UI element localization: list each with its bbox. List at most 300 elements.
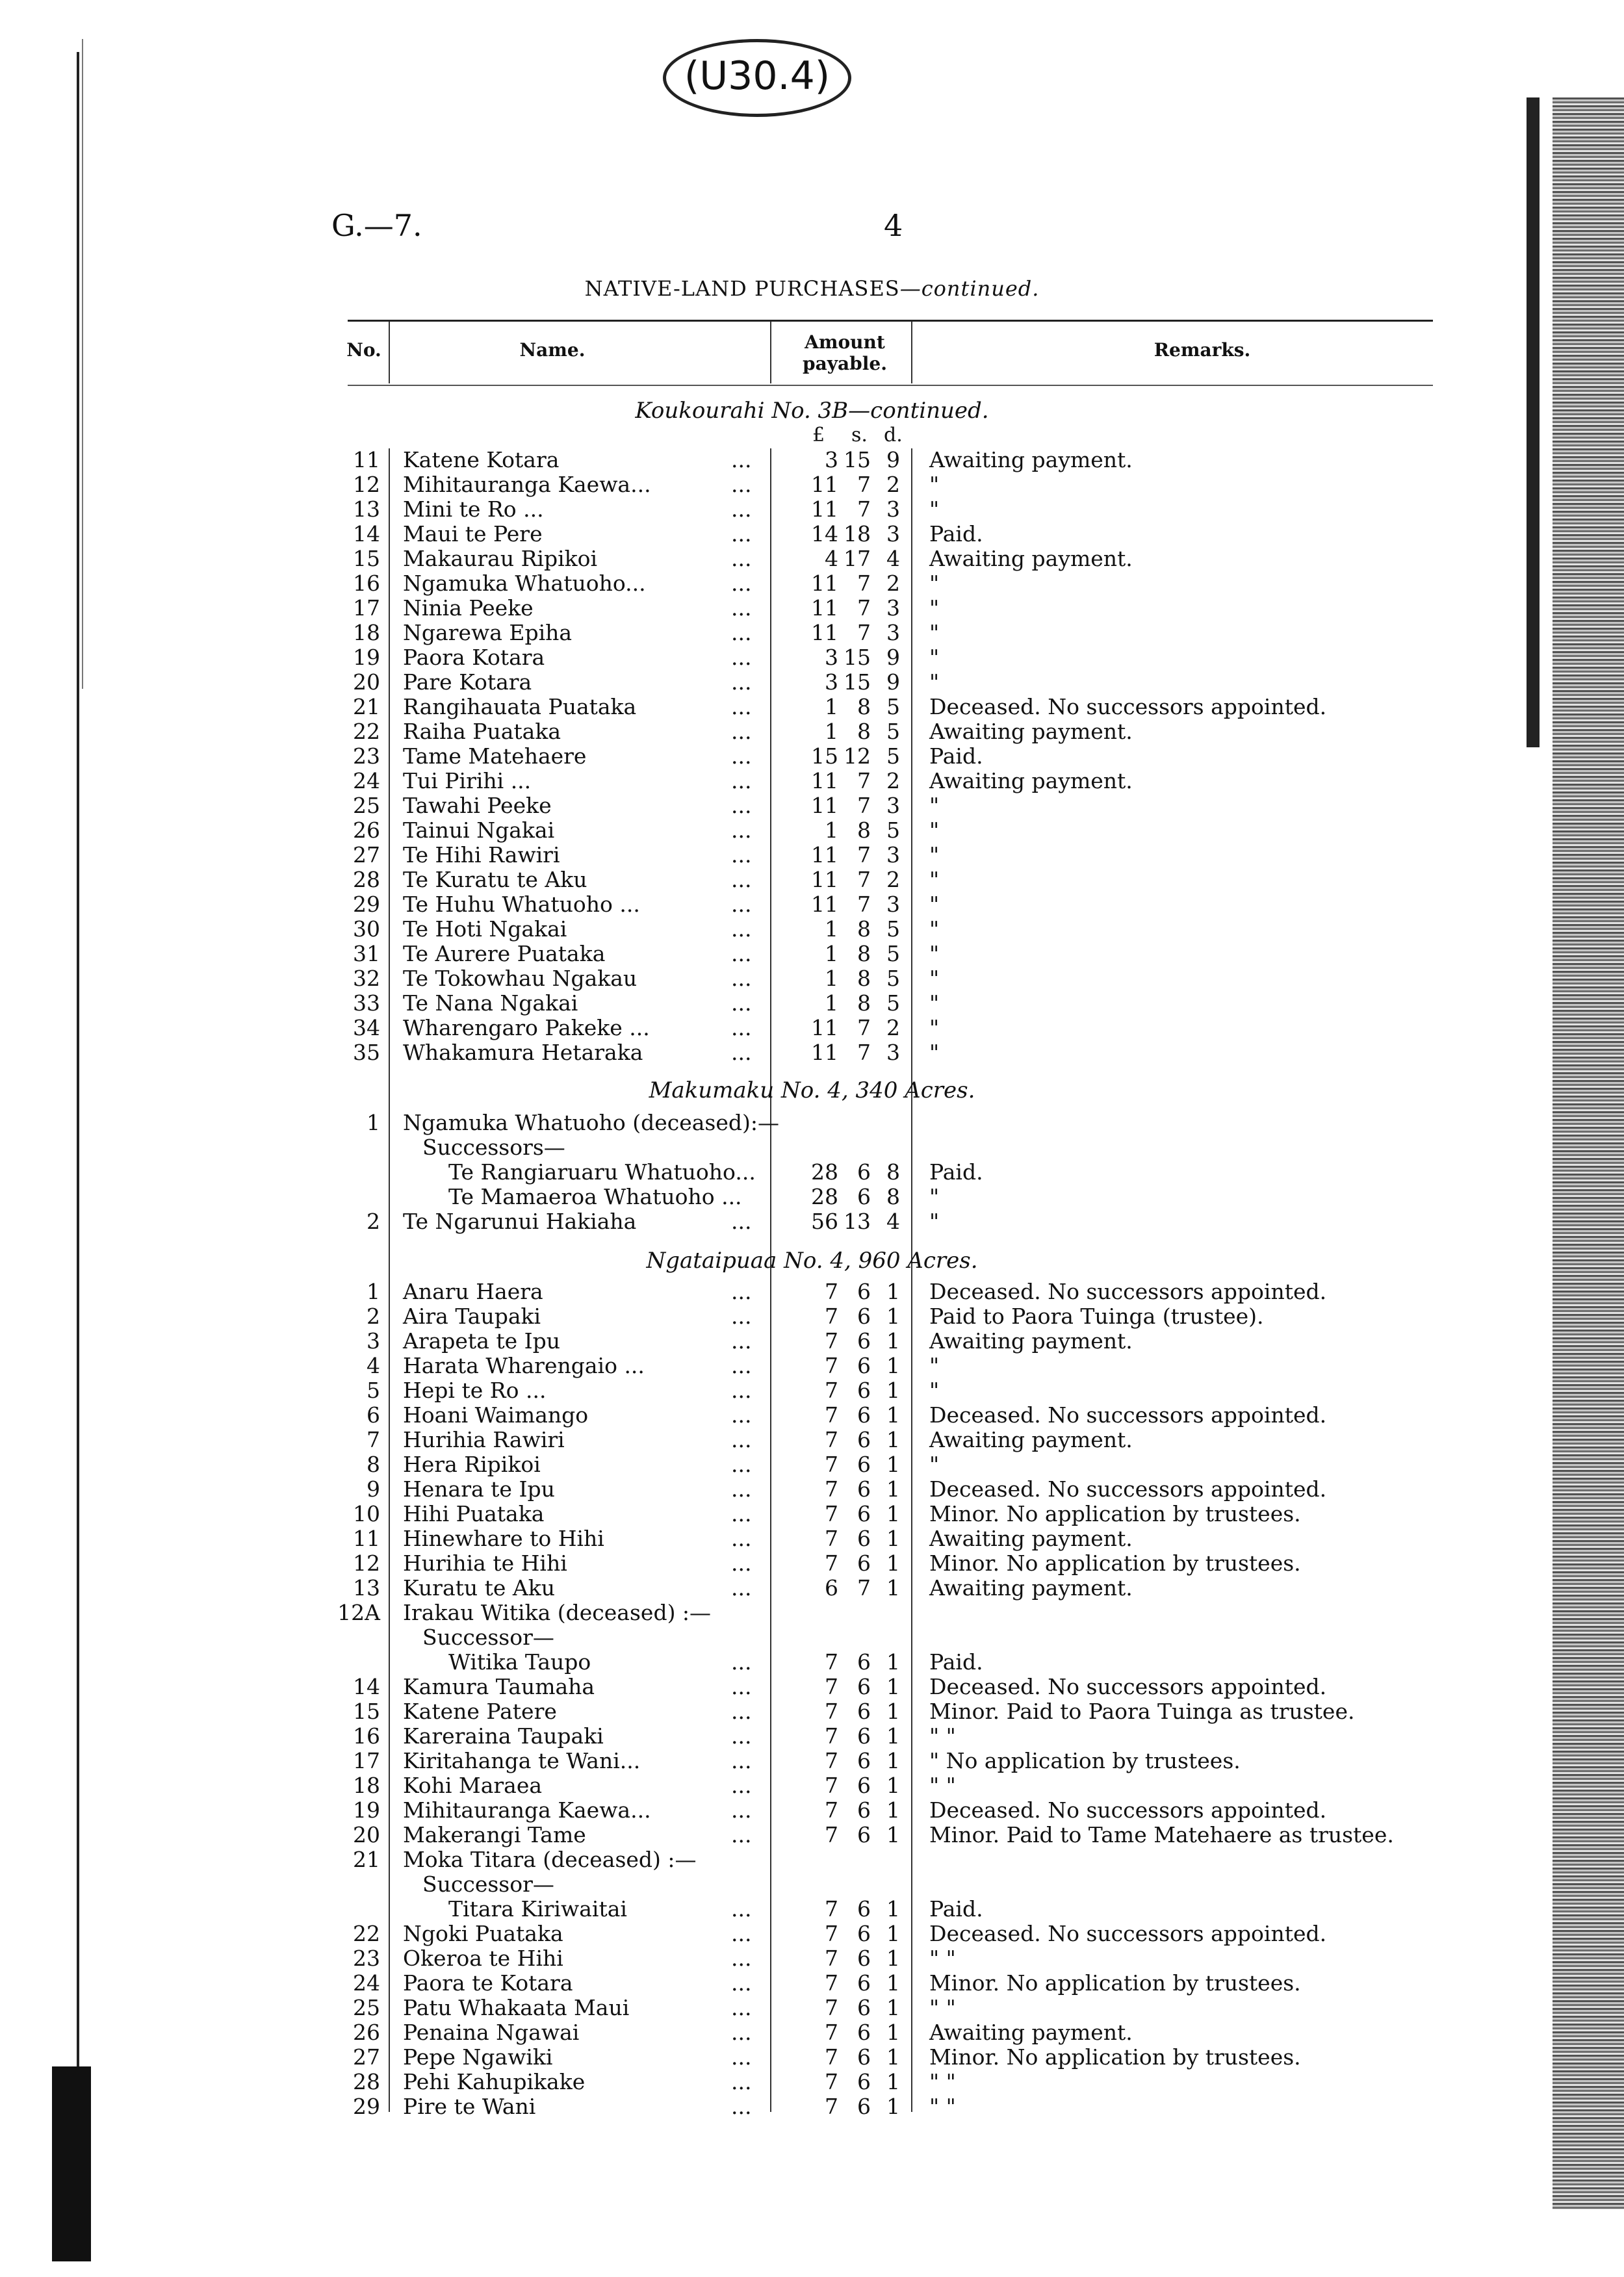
row-shillings: 7 [857,571,871,596]
row-shillings: 6 [857,1896,871,1922]
row-pence: 1 [886,2044,900,2070]
row-shillings: 6 [857,1550,871,1576]
row-pence: 2 [886,472,900,497]
row-shillings: 15 [844,669,871,695]
row-leader-dots: ... [731,966,752,991]
row-name: Hera Ripikoi [403,1452,541,1477]
row-remarks: Minor. No application by trustees. [929,1501,1301,1526]
row-remarks: " [929,867,940,892]
row-shillings: 7 [857,842,871,868]
row-name: Kiritahanga te Wani... [403,1748,641,1773]
row-pence: 9 [886,645,900,670]
row-number: 12A [337,1600,380,1625]
row-shillings: 6 [857,1159,871,1185]
row-pounds: 7 [825,2044,838,2070]
row-name: Harata Wharengaio ... [403,1353,645,1378]
row-number: 30 [353,916,380,942]
row-name: Okeroa te Hihi [403,1946,563,1971]
row-number: 24 [353,768,380,793]
row-number: 14 [353,521,380,547]
row-name: Katene Patere [403,1699,557,1724]
row-pence: 1 [886,1279,900,1304]
row-remarks: Paid. [929,1159,983,1185]
row-leader-dots: ... [731,694,752,719]
row-name: Hurihia Rawiri [403,1427,565,1452]
row-pounds: 7 [825,1550,838,1576]
row-remarks: " No application by trustees. [929,1748,1241,1773]
row-leader-dots: ... [731,2094,752,2119]
row-number: 2 [367,1209,380,1234]
row-name: Te Aurere Puataka [403,941,606,966]
caption-prefix: NATIVE-LAND PURCHASES [584,276,900,301]
row-remarks: Paid. [929,743,983,769]
row-shillings: 6 [857,2094,871,2119]
row-shillings: 6 [857,1304,871,1329]
row-number: 28 [353,2069,380,2094]
row-leader-dots: ... [731,941,752,966]
row-remarks: Awaiting payment. [929,1427,1133,1452]
row-name: Te Tokowhau Ngakau [403,966,638,991]
row-pounds: 7 [825,1946,838,1971]
row-leader-dots: ... [731,1773,752,1798]
row-shillings: 7 [857,496,871,522]
body-divider-3 [911,448,912,2112]
row-remarks: Minor. Paid to Paora Tuinga as trustee. [929,1699,1355,1724]
row-name: Hoani Waimango [403,1402,589,1428]
row-remarks: Minor. Paid to Tame Matehaere as trustee. [929,1822,1394,1847]
row-shillings: 6 [857,1402,871,1428]
row-remarks: " [929,1015,940,1040]
row-remarks: " [929,941,940,966]
row-name: Te Huhu Whatuoho ... [403,892,640,917]
row-pounds: 1 [825,966,838,991]
row-pence: 1 [886,1995,900,2020]
row-shillings: 7 [857,620,871,645]
row-leader-dots: ... [731,1946,752,1971]
row-shillings: 7 [857,1575,871,1601]
row-name: Moka Titara (deceased) :— [403,1847,697,1872]
row-shillings: 6 [857,1773,871,1798]
row-shillings: 6 [857,1970,871,1996]
row-shillings: 8 [857,966,871,991]
row-pounds: 7 [825,1304,838,1329]
row-leader-dots: ... [731,768,752,793]
row-leader-dots: ... [731,1402,752,1428]
row-pence: 3 [886,521,900,547]
row-pence: 2 [886,1015,900,1040]
row-remarks: Deceased. No successors appointed. [929,1674,1327,1699]
row-pence: 1 [886,1822,900,1847]
row-pounds: 11 [811,595,838,621]
scan-bar-left [52,2066,91,2261]
section-title-koukourahi: Koukourahi No. 3B—continued. [635,398,989,424]
row-remarks: Awaiting payment. [929,768,1133,793]
row-leader-dots: ... [731,1970,752,1996]
row-shillings: 6 [857,1526,871,1551]
header-divider-2 [770,322,771,383]
row-remarks: Paid. [929,521,983,547]
row-pence: 1 [886,1501,900,1526]
row-remarks: " [929,793,940,818]
row-remarks: " " [929,2069,956,2094]
row-shillings: 6 [857,1476,871,1502]
row-pence: 1 [886,1674,900,1699]
row-shillings: 6 [857,1995,871,2020]
row-leader-dots: ... [731,1649,752,1675]
row-pounds: 7 [825,1328,838,1354]
row-shillings: 8 [857,916,871,942]
row-number: 16 [353,571,380,596]
row-name: Te Rangiaruaru Whatuoho... [448,1159,756,1185]
row-leader-dots: ... [731,916,752,942]
row-name: Makerangi Tame [403,1822,586,1847]
row-remarks: " [929,571,940,596]
row-pence: 8 [886,1159,900,1185]
row-pounds: 1 [825,941,838,966]
row-shillings: 8 [857,990,871,1016]
row-leader-dots: ... [731,496,752,522]
row-pounds: 11 [811,571,838,596]
row-pounds: 7 [825,1427,838,1452]
row-shillings: 6 [857,1649,871,1675]
row-pounds: 1 [825,817,838,843]
row-name: Katene Kotara [403,447,560,472]
row-leader-dots: ... [731,1674,752,1699]
row-shillings: 6 [857,1279,871,1304]
col-no-header: No. [346,339,381,361]
row-name: Wharengaro Pakeke ... [403,1015,650,1040]
row-leader-dots: ... [731,1452,752,1477]
row-number: 14 [353,1674,380,1699]
row-pence: 3 [886,496,900,522]
row-number: 8 [367,1452,380,1477]
row-remarks: Awaiting payment. [929,2020,1133,2045]
row-name: Henara te Ipu [403,1476,555,1502]
row-remarks: " [929,669,940,695]
row-name: Paora Kotara [403,645,545,670]
row-pounds: 7 [825,1378,838,1403]
row-shillings: 6 [857,1674,871,1699]
row-name: Arapeta te Ipu [403,1328,561,1354]
row-shillings: 7 [857,1015,871,1040]
row-pounds: 11 [811,496,838,522]
row-shillings: 6 [857,1822,871,1847]
row-pence: 1 [886,1773,900,1798]
row-pence: 5 [886,916,900,942]
row-number: 11 [353,447,380,472]
row-pounds: 11 [811,1040,838,1065]
row-shillings: 7 [857,768,871,793]
row-name: Kuratu te Aku [403,1575,555,1601]
row-leader-dots: ... [731,2069,752,2094]
row-remarks: " [929,916,940,942]
scan-edge-left-faint [82,39,83,689]
row-name: Aira Taupaki [403,1304,541,1329]
row-pounds: 7 [825,1452,838,1477]
row-shillings: 6 [857,1353,871,1378]
row-pounds: 7 [825,1970,838,1996]
row-shillings: 6 [857,1946,871,1971]
row-shillings: 6 [857,1723,871,1749]
row-shillings: 7 [857,1040,871,1065]
row-name: Anaru Haera [403,1279,543,1304]
row-remarks: " [929,817,940,843]
row-pounds: 1 [825,719,838,744]
row-name: Irakau Witika (deceased) :— [403,1600,712,1625]
row-number: 22 [353,719,380,744]
row-pence: 5 [886,966,900,991]
row-remarks: Deceased. No successors appointed. [929,1279,1327,1304]
row-number: 27 [353,2044,380,2070]
row-leader-dots: ... [731,1353,752,1378]
row-pence: 2 [886,768,900,793]
row-pence: 1 [886,2069,900,2094]
col-remarks-header: Remarks. [1154,339,1251,361]
row-name: Hinewhare to Hihi [403,1526,604,1551]
row-number: 33 [353,990,380,1016]
row-number: 2 [367,1304,380,1329]
row-remarks: Awaiting payment. [929,546,1133,571]
row-remarks: Minor. No application by trustees. [929,2044,1301,2070]
row-pounds: 4 [825,546,838,571]
row-remarks: Minor. No application by trustees. [929,1970,1301,1996]
row-pence: 2 [886,571,900,596]
row-leader-dots: ... [731,1723,752,1749]
header-divider-3 [911,322,912,383]
row-name: Patu Whakaata Maui [403,1995,630,2020]
row-leader-dots: ... [731,1921,752,1946]
row-name: Whakamura Hetaraka [403,1040,643,1065]
row-pence: 3 [886,595,900,621]
row-pounds: 11 [811,892,838,917]
row-pence: 8 [886,1184,900,1209]
row-name: Te Nana Ngakai [403,990,578,1016]
row-shillings: 8 [857,694,871,719]
row-leader-dots: ... [731,1550,752,1576]
row-number: 17 [353,595,380,621]
row-pence: 9 [886,669,900,695]
row-pence: 5 [886,941,900,966]
row-leader-dots: ... [731,2044,752,2070]
row-pounds: 7 [825,1501,838,1526]
row-leader-dots: ... [731,1896,752,1922]
row-pence: 1 [886,1378,900,1403]
row-number: 28 [353,867,380,892]
row-number: 12 [353,472,380,497]
row-name: Te Kuratu te Aku [403,867,587,892]
row-shillings: 6 [857,2044,871,2070]
header-divider-1 [389,322,390,383]
row-name: Tawahi Peeke [403,793,552,818]
row-pounds: 3 [825,447,838,472]
row-shillings: 12 [844,743,871,769]
row-number: 24 [353,1970,380,1996]
row-leader-dots: ... [731,1501,752,1526]
row-leader-dots: ... [731,571,752,596]
row-name: Ngoki Puataka [403,1921,563,1946]
row-shillings: 6 [857,1328,871,1354]
row-pounds: 28 [811,1184,838,1209]
row-pounds: 6 [825,1575,838,1601]
row-shillings: 6 [857,1501,871,1526]
row-shillings: 8 [857,817,871,843]
row-number: 26 [353,817,380,843]
row-pence: 1 [886,1699,900,1724]
row-shillings: 17 [844,546,871,571]
row-number: 35 [353,1040,380,1065]
row-leader-dots: ... [731,1822,752,1847]
row-remarks: " [929,645,940,670]
row-remarks: " [929,620,940,645]
row-remarks: Deceased. No successors appointed. [929,694,1327,719]
row-number: 16 [353,1723,380,1749]
row-remarks: " [929,1353,940,1378]
row-name: Titara Kiriwaitai [448,1896,627,1922]
row-remarks: " [929,1378,940,1403]
row-remarks: " [929,1209,940,1234]
row-leader-dots: ... [731,817,752,843]
table-header-rule [348,385,1433,386]
row-name: Te Mamaeroa Whatuoho ... [448,1184,742,1209]
row-pence: 5 [886,694,900,719]
row-remarks: Awaiting payment. [929,1575,1133,1601]
row-pounds: 11 [811,1015,838,1040]
row-remarks: " [929,842,940,868]
row-name: Tui Pirihi ... [403,768,532,793]
row-pounds: 7 [825,1649,838,1675]
document-reference: G.—7. [331,208,422,243]
row-pence: 1 [886,1452,900,1477]
row-number: 13 [353,496,380,522]
row-shillings: 15 [844,447,871,472]
row-pence: 1 [886,1921,900,1946]
row-shillings: 7 [857,892,871,917]
row-number: 19 [353,1797,380,1823]
row-pounds: 7 [825,2020,838,2045]
row-pence: 2 [886,867,900,892]
row-number: 5 [367,1378,380,1403]
row-pounds: 7 [825,1723,838,1749]
row-pence: 1 [886,2020,900,2045]
row-remarks: Paid to Paora Tuinga (trustee). [929,1304,1264,1329]
row-leader-dots: ... [731,892,752,917]
row-pounds: 7 [825,1995,838,2020]
row-name: Paora te Kotara [403,1970,573,1996]
row-pence: 1 [886,1896,900,1922]
row-name: Ninia Peeke [403,595,534,621]
row-leader-dots: ... [731,1040,752,1065]
row-remarks: " [929,990,940,1016]
row-shillings: 6 [857,1378,871,1403]
row-name: Pire te Wani [403,2094,536,2119]
row-pounds: 7 [825,2094,838,2119]
row-remarks: Minor. No application by trustees. [929,1550,1301,1576]
row-number: 21 [353,694,380,719]
row-number: 26 [353,2020,380,2045]
row-leader-dots: ... [731,546,752,571]
row-pounds: 15 [811,743,838,769]
row-shillings: 7 [857,595,871,621]
row-pounds: 7 [825,1402,838,1428]
row-remarks: " [929,1040,940,1065]
unit-pounds: £ [812,424,825,446]
row-remarks: " [929,966,940,991]
row-leader-dots: ... [731,620,752,645]
row-leader-dots: ... [731,1575,752,1601]
row-pence: 3 [886,620,900,645]
row-name: Ngamuka Whatuoho (deceased):— [403,1110,780,1135]
row-pence: 5 [886,817,900,843]
row-shillings: 7 [857,472,871,497]
row-remarks: Awaiting payment. [929,1526,1133,1551]
row-pounds: 11 [811,867,838,892]
row-pounds: 7 [825,1748,838,1773]
row-number: 27 [353,842,380,868]
row-pounds: 7 [825,1674,838,1699]
row-remarks: Deceased. No successors appointed. [929,1921,1327,1946]
row-name: Mihitauranga Kaewa... [403,1797,651,1823]
row-pounds: 28 [811,1159,838,1185]
row-pence: 1 [886,1970,900,1996]
row-name: Penaina Ngawai [403,2020,580,2045]
row-name: Hihi Puataka [403,1501,545,1526]
row-shillings: 7 [857,793,871,818]
row-pence: 1 [886,1476,900,1502]
row-number: 32 [353,966,380,991]
row-pence: 1 [886,1328,900,1354]
row-pounds: 7 [825,1526,838,1551]
row-shillings: 13 [844,1209,871,1234]
row-remarks: " [929,472,940,497]
row-leader-dots: ... [731,1526,752,1551]
row-number: 18 [353,1773,380,1798]
row-pence: 3 [886,1040,900,1065]
body-divider-2 [770,448,771,2112]
row-shillings: 6 [857,1921,871,1946]
row-number: 20 [353,1822,380,1847]
row-name: Kamura Taumaha [403,1674,595,1699]
row-leader-dots: ... [731,719,752,744]
row-remarks: Deceased. No successors appointed. [929,1476,1327,1502]
row-shillings: 6 [857,1748,871,1773]
row-pence: 3 [886,842,900,868]
row-number: 7 [367,1427,380,1452]
row-remarks: Deceased. No successors appointed. [929,1797,1327,1823]
row-pounds: 7 [825,1279,838,1304]
row-pounds: 11 [811,793,838,818]
row-leader-dots: ... [731,521,752,547]
row-name: Mini te Ro ... [403,496,544,522]
row-name: Makaurau Ripikoi [403,546,598,571]
handwritten-stamp: (U30.4) [663,39,851,117]
row-pence: 1 [886,1304,900,1329]
row-name: Kohi Maraea [403,1773,543,1798]
row-pounds: 7 [825,2069,838,2094]
row-shillings: 6 [857,1699,871,1724]
row-number: 22 [353,1921,380,1946]
row-shillings: 6 [857,2069,871,2094]
row-pounds: 11 [811,620,838,645]
row-pence: 1 [886,1946,900,1971]
row-leader-dots: ... [731,793,752,818]
row-number: 1 [367,1110,380,1135]
row-pence: 5 [886,990,900,1016]
unit-shillings: s. [851,424,868,446]
row-leader-dots: ... [731,743,752,769]
row-remarks: " [929,1452,940,1477]
section-title-makumaku: Makumaku No. 4, 340 Acres. [649,1077,975,1103]
row-number: 29 [353,2094,380,2119]
